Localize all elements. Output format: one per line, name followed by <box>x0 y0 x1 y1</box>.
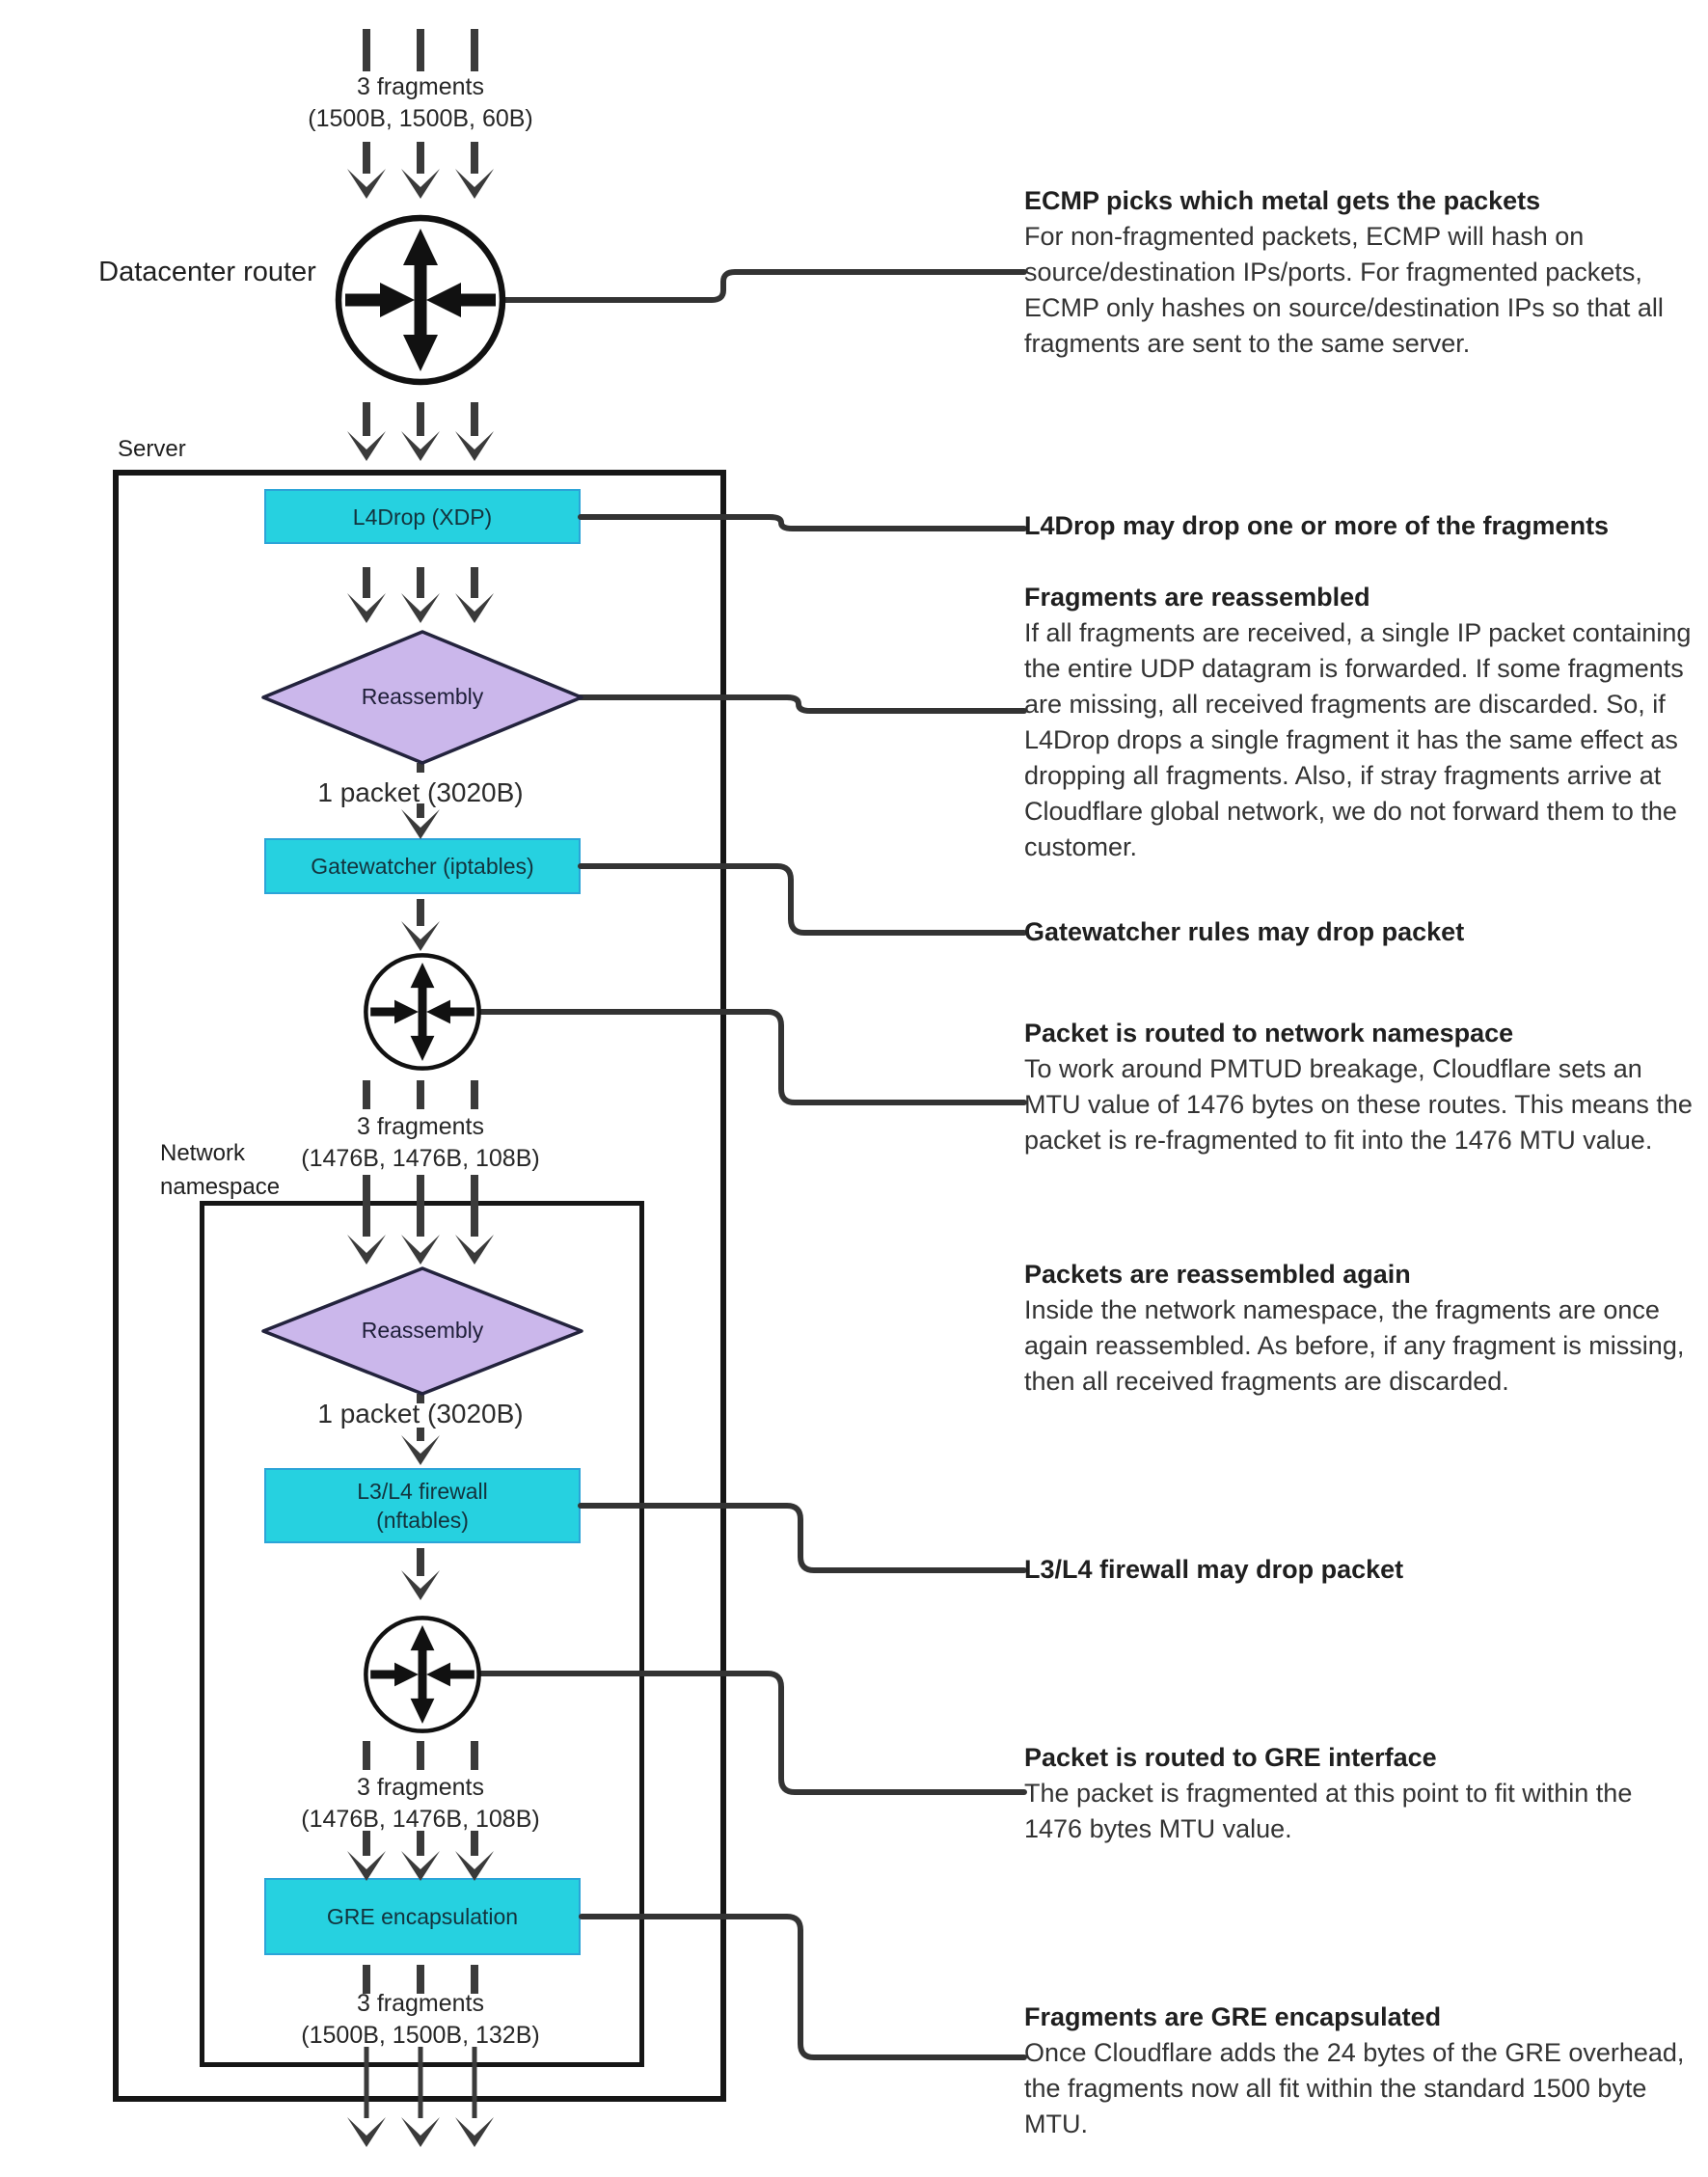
annotation-l3l4-drop: L3/L4 firewall may drop packet <box>1024 1555 1404 1584</box>
connector-line <box>581 517 1024 529</box>
annotation-gatewatcher: Gatewatcher rules may drop packet <box>1024 917 1465 946</box>
router-icon <box>366 1618 478 1730</box>
reassembly-label-1: Reassembly <box>361 684 484 709</box>
network-namespace-label: Network namespace <box>160 1140 281 1200</box>
connector-line <box>480 1012 1024 1102</box>
firewall-label-line2: (nftables) <box>376 1508 469 1533</box>
router-icon <box>339 218 502 382</box>
flow-arrow-head <box>455 1235 494 1265</box>
gre-label: GRE encapsulation <box>326 1904 519 1929</box>
fragments-label-gre-in: 3 fragments (1476B, 1476B, 108B) <box>301 1774 540 1833</box>
annotation-netns-route: Packet is routed to network namespace To work around PMTUD breakage, Cloudflare sets an MTU value of 1476 bytes on these routes. This means the packet is re-fragmented to fit into the 1476 MTU value. <box>1024 1019 1693 1155</box>
connector-line <box>581 866 1024 933</box>
l4drop-label: L4Drop (XDP) <box>352 503 493 530</box>
flow-arrow-head <box>401 2117 440 2147</box>
connector-line <box>580 697 1024 711</box>
annotation-gre-route: Packet is routed to GRE interface The packet is fragmented at this point to fit within the 1476 bytes MTU value. <box>1024 1743 1633 1843</box>
fragments-label-bottom: 3 fragments (1500B, 1500B, 132B) <box>301 1990 540 2049</box>
annotation-reassembled: Fragments are reassembled If all fragments are received, a single IP packet containing the entire UDP datagram is forwarded. If some fragments are missing, all received fragments are discarded. So, if L4Drop drops a single fragment it has the same effect as dropping all fragments. Also, if stray fragments arrive at Cloudflare global network, we do not forward them to the customer. <box>1024 583 1692 861</box>
gatewatcher-label: Gatewatcher (iptables) <box>311 854 534 879</box>
server-label: Server <box>118 436 186 462</box>
flow-arrow-head <box>401 1235 440 1265</box>
annotation-l4drop: L4Drop may drop one or more of the fragments <box>1024 511 1610 540</box>
fragments-label-top: 3 fragments (1500B, 1500B, 60B) <box>308 73 533 132</box>
annotation-gre-encap: Fragments are GRE encapsulated Once Cloudflare adds the 24 bytes of the GRE overhead, the fragments now all fit within the standard 1500 byte MTU. <box>1024 2002 1685 2138</box>
router-icon <box>366 955 478 1068</box>
packet-label-2: 1 packet (3020B) <box>317 1399 524 1429</box>
reassembly-label-2: Reassembly <box>361 1318 484 1343</box>
connector-line <box>581 1506 1024 1570</box>
flow-arrow-head <box>347 1235 386 1265</box>
annotation-reassembled-again: Packets are reassembled again Inside the network namespace, the fragments are once again reassembled. As before, if any fragment is missing, then all received fragments are discarded. <box>1024 1260 1685 1396</box>
annotation-ecmp: ECMP picks which metal gets the packets For non-fragmented packets, ECMP will hash on source/destination IPs/ports. For fragmented packets, ECMP only hashes on source/destination IPs so that all fragments are sent to the same server. <box>1024 186 1664 358</box>
datacenter-router-label: Datacenter router <box>98 257 316 287</box>
firewall-label-line1: L3/L4 firewall <box>357 1479 488 1504</box>
connector-line <box>582 1917 1024 2057</box>
connector-line <box>505 272 1024 300</box>
packet-label-1: 1 packet (3020B) <box>317 777 524 807</box>
flow-arrow-head <box>455 2117 494 2147</box>
fragments-label-mid: 3 fragments (1476B, 1476B, 108B) <box>301 1113 540 1172</box>
flow-arrow-head <box>347 2117 386 2147</box>
